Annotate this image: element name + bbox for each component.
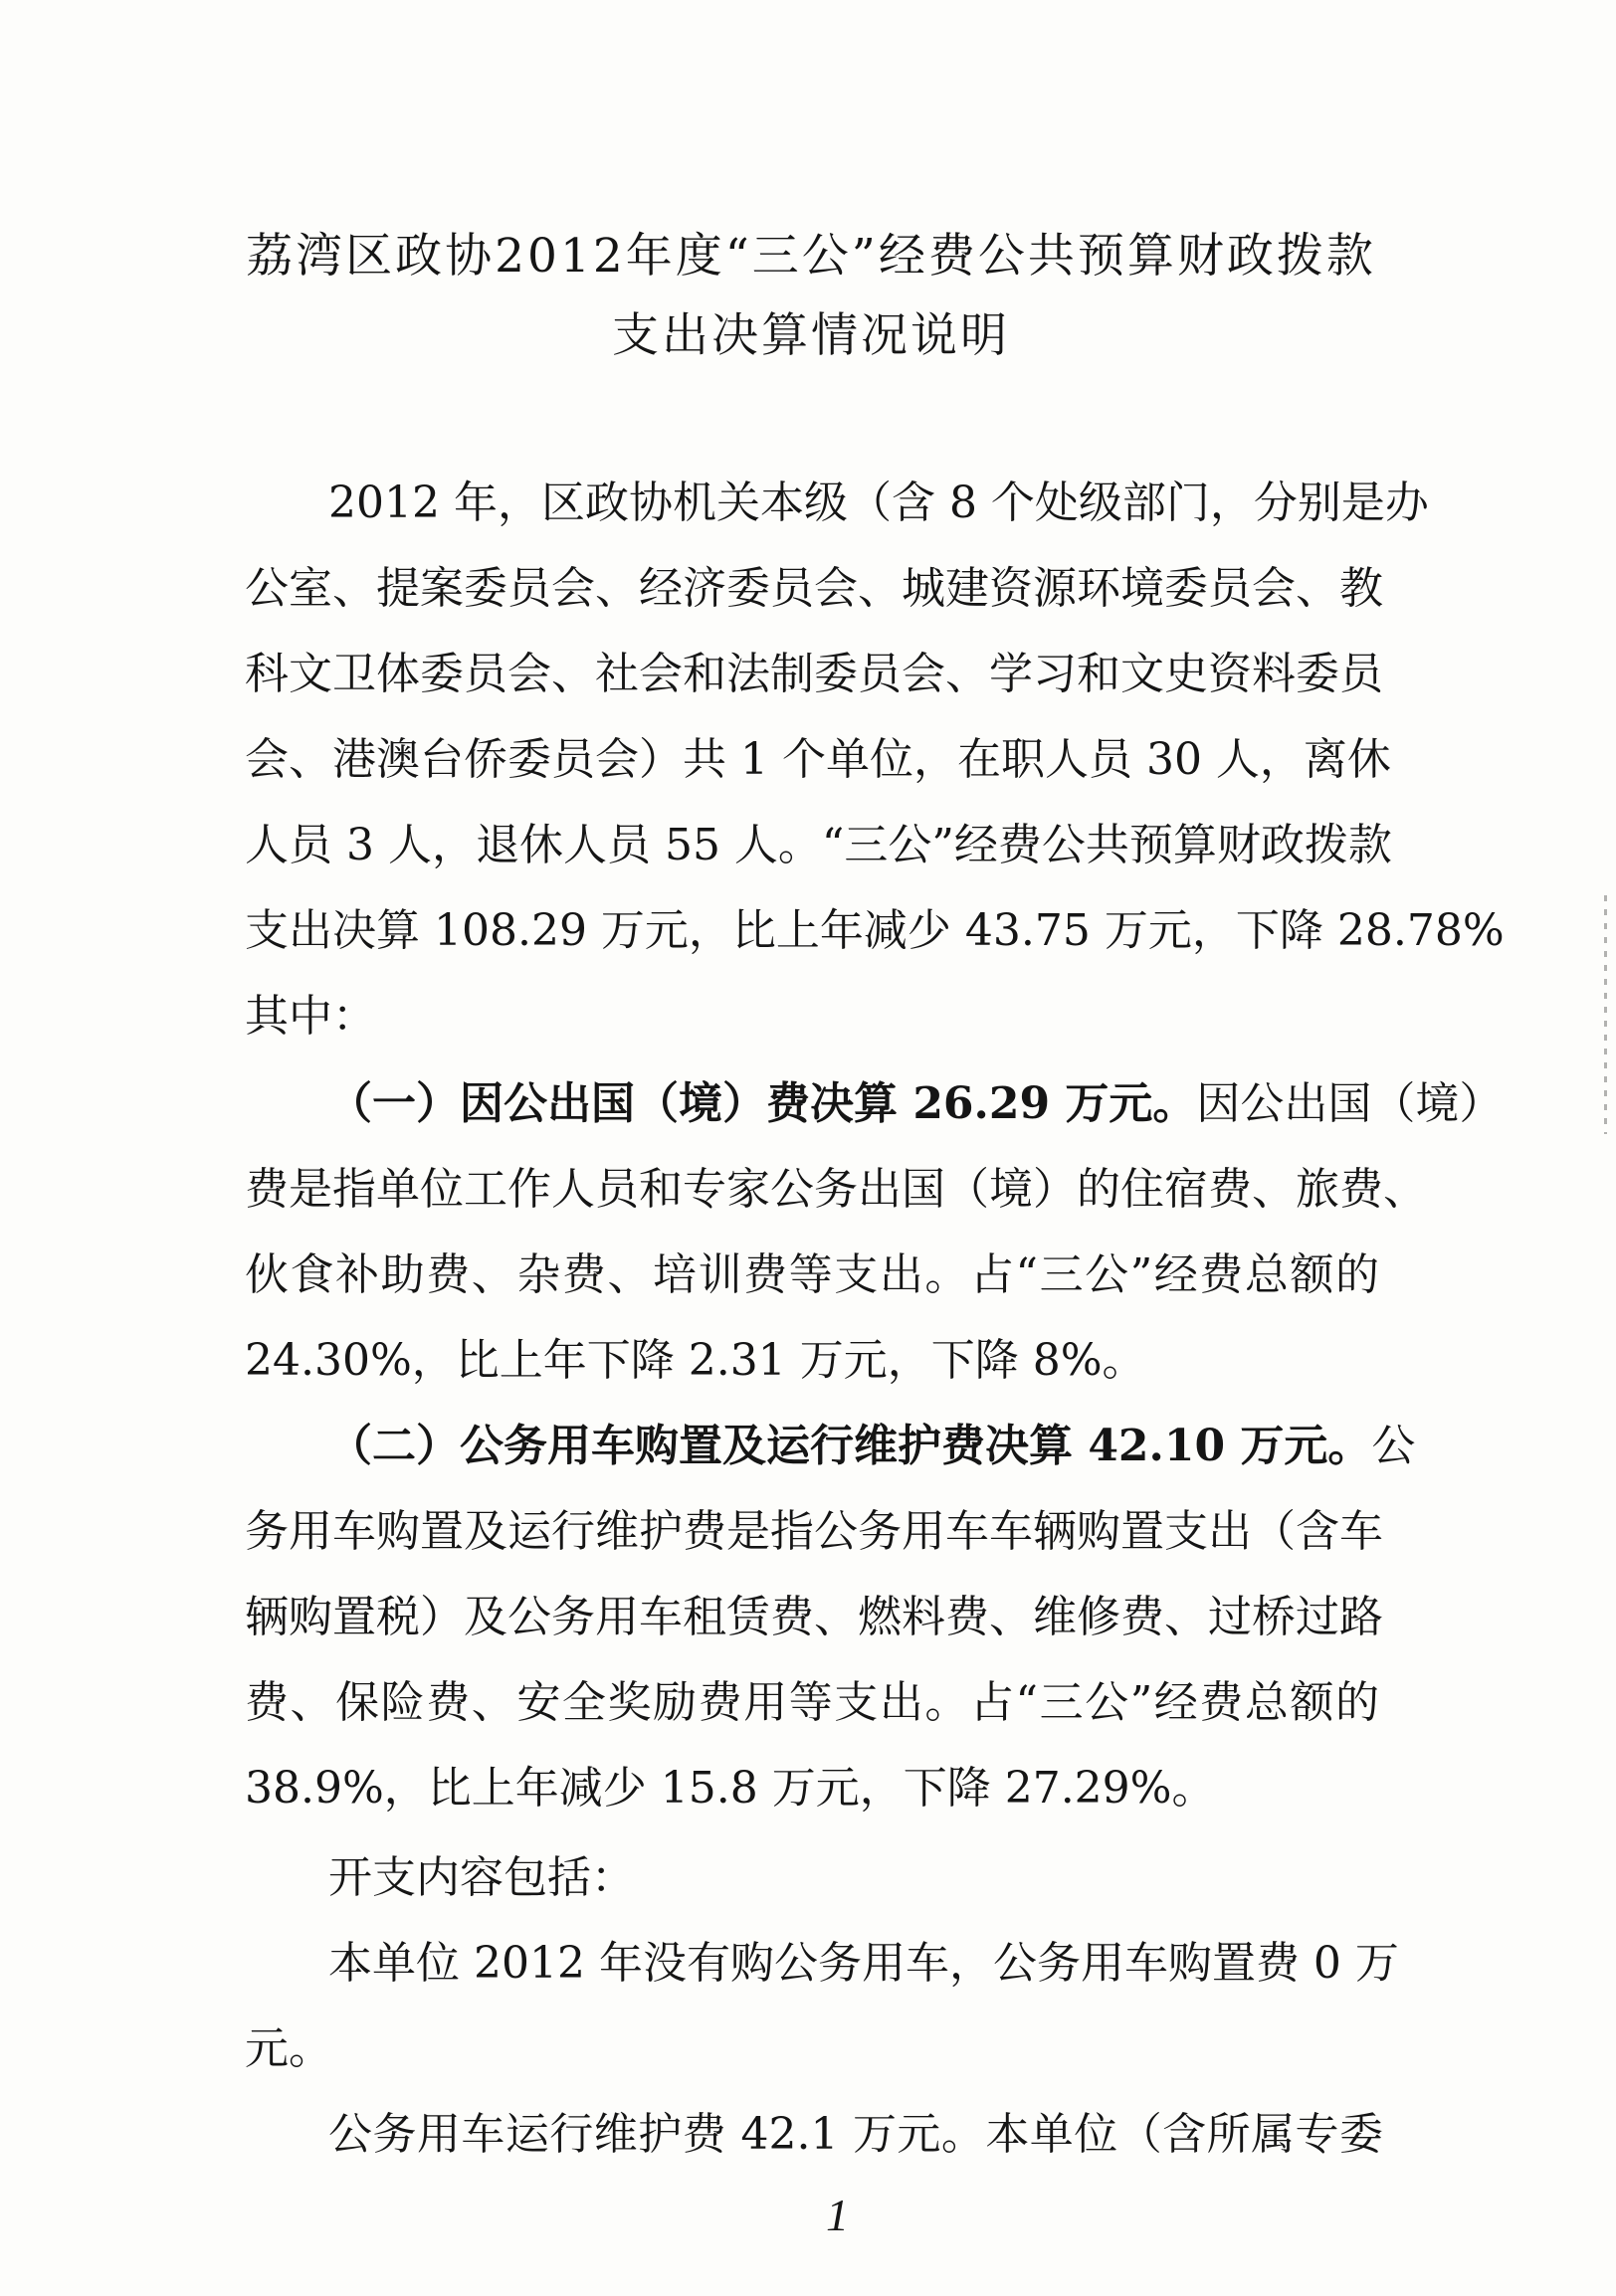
body-line-15: 费、保险费、安全奖励费用等支出。占“三公”经费总额的 [245,1677,1379,1728]
document-title-line-1: 荔湾区政协2012年度“三公”经费公共预算财政拨款 [246,229,1376,284]
body-line-4: 会、港澳台侨委员会）共 1 个单位，在职人员 30 人，离休 [245,734,1391,785]
body-line-19: 元。 [245,2023,332,2074]
body-line-1: 2012 年，区政协机关本级（含 8 个处级部门，分别是办 [328,478,1429,528]
section-2-heading-rest: 公 [1371,1421,1416,1471]
section-1-heading: （一）因公出国（境）费决算 26.29 万元。 [328,1078,1197,1129]
body-line-5: 人员 3 人，退休人员 55 人。“三公”经费公共预算财政拨款 [245,820,1392,870]
body-line-2: 公室、提案委员会、经济委员会、城建资源环境委员会、教 [245,563,1383,614]
body-line-11: 24.30%，比上年下降 2.31 万元，下降 8%。 [245,1335,1146,1386]
body-line-18: 本单位 2012 年没有购公务用车，公务用车购置费 0 万 [328,1938,1399,1989]
scan-margin-marks [1604,895,1607,1134]
body-line-20: 公务用车运行维护费 42.1 万元。本单位（含所属专委 [328,2109,1383,2160]
document-title-line-2: 支出决算情况说明 [612,308,1010,363]
body-line-16: 38.9%，比上年减少 15.8 万元，下降 27.29%。 [245,1763,1216,1814]
body-line-17: 开支内容包括： [328,1852,635,1903]
body-line-10: 伙食补助费、杂费、培训费等支出。占“三公”经费总额的 [245,1249,1379,1300]
body-line-9: 费是指单位工作人员和专家公务出国（境）的住宿费、旅费、 [245,1164,1427,1215]
section-1-heading-line [328,1076,1504,1136]
section-1-heading-rest: 因公出国（境） [1196,1078,1504,1129]
body-line-7: 其中： [245,991,376,1042]
body-line-6: 支出决算 108.29 万元，比上年减少 43.75 万元，下降 28.78% [245,905,1505,956]
page-number: 1 [826,2190,849,2240]
section-2-heading-line [328,1419,1416,1478]
body-line-13: 务用车购置及运行维护费是指公务用车车辆购置支出（含车 [245,1506,1383,1557]
section-2-heading: （二）公务用车购置及运行维护费决算 42.10 万元。 [328,1421,1372,1471]
body-line-3: 科文卫体委员会、社会和法制委员会、学习和文史资料委员 [245,649,1383,699]
body-line-14: 辆购置税）及公务用车租赁费、燃料费、维修费、过桥过路 [245,1592,1383,1642]
